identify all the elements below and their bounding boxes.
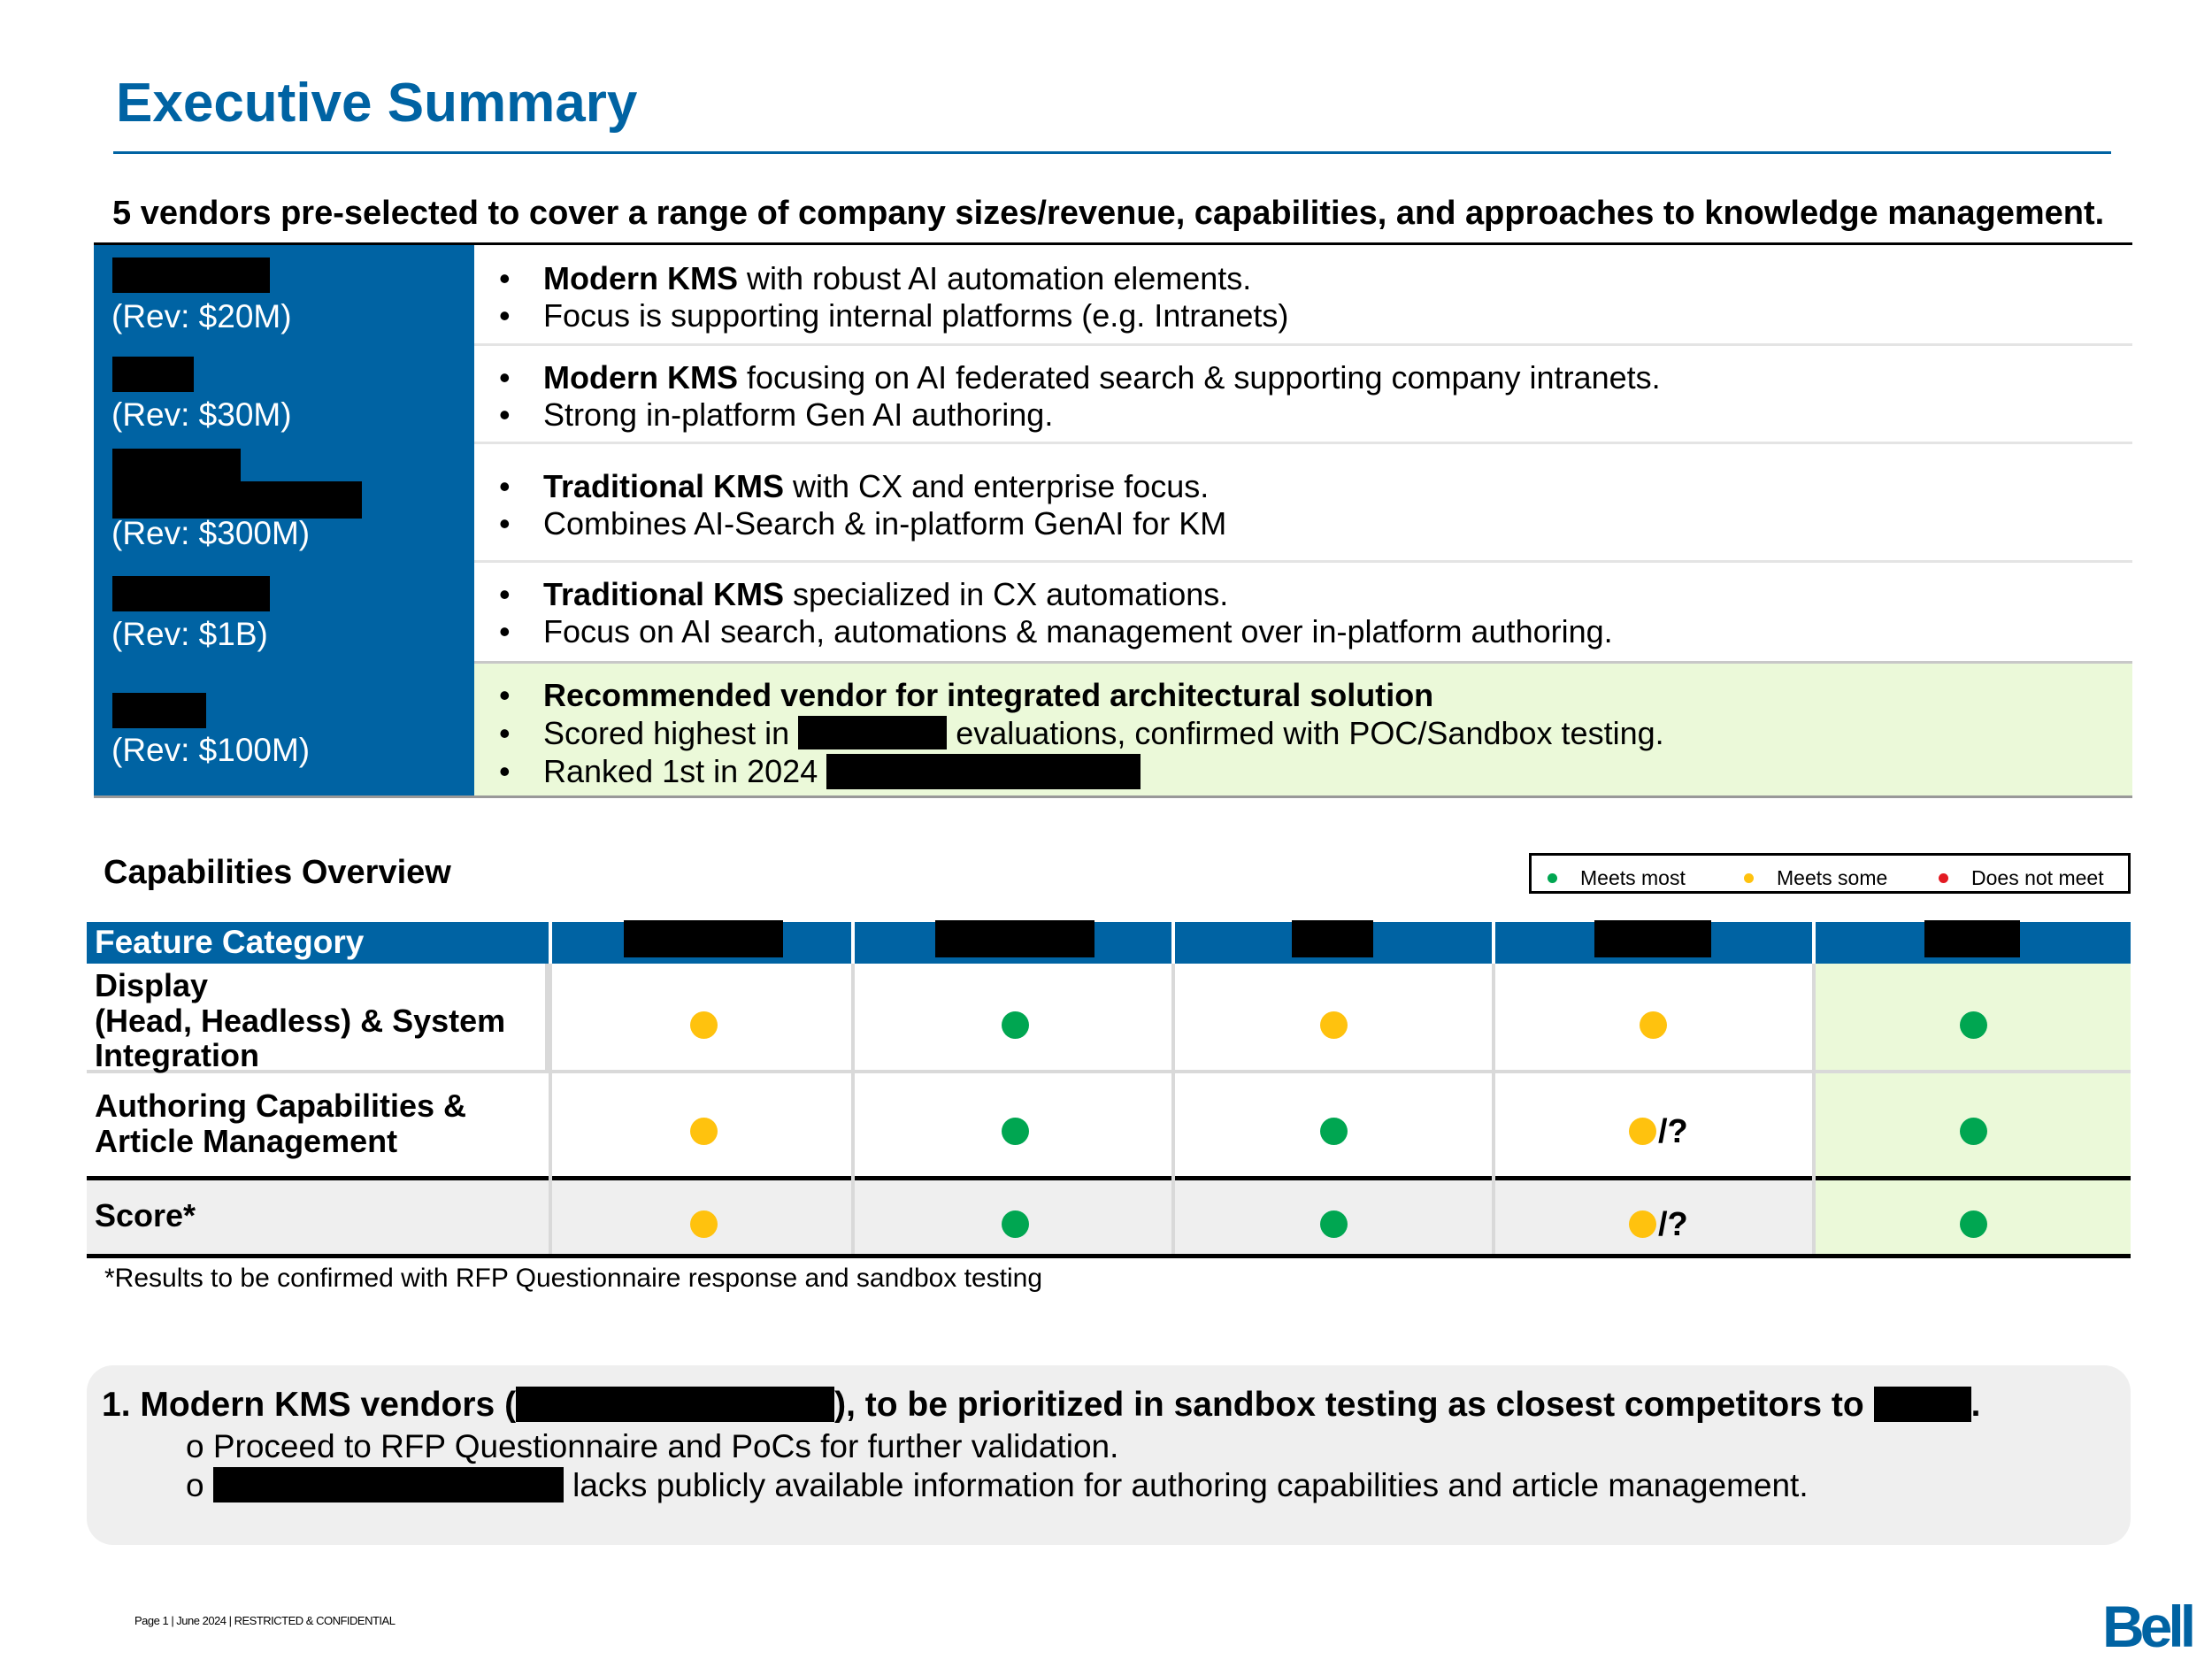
row-label-display: Display (Head, Headless) & System Integration bbox=[95, 967, 506, 1074]
callout-line-1: 1. Modern KMS vendors ( ), to be prioritized in sandbox testing as closest competitors to . bbox=[102, 1386, 1981, 1424]
title-divider bbox=[113, 151, 2111, 154]
bell-logo: Bell bbox=[2102, 1594, 2193, 1659]
vendor-bullet: • Focus on AI search, automations & management over in-platform authoring. bbox=[499, 613, 1613, 649]
green-dot-icon bbox=[1548, 873, 1557, 883]
rating-dot-most bbox=[1960, 1118, 1987, 1145]
column-divider bbox=[1171, 964, 1175, 1254]
callout-line-3: o lacks publicly available information for authoring capabilities and article management. bbox=[186, 1467, 1809, 1503]
rating-uncertain-marker: /? bbox=[1658, 1113, 1688, 1150]
rating-dot-some bbox=[690, 1118, 718, 1145]
page-subtitle: 5 vendors pre-selected to cover a range of company sizes/revenue, capabilities, and approaches to knowledge management. bbox=[112, 195, 2105, 232]
rating-dot-some bbox=[690, 1011, 718, 1039]
vendor-bullet: • Ranked 1st in 2024 bbox=[499, 752, 1141, 790]
vendor-revenue: (Rev: $30M) bbox=[111, 396, 292, 433]
column-divider bbox=[851, 964, 855, 1254]
row-label-score: Score* bbox=[95, 1197, 196, 1233]
rating-dot-most bbox=[1960, 1210, 1987, 1238]
redacted-vendor-name bbox=[935, 920, 1094, 957]
row-label-authoring: Authoring Capabilities & Article Management bbox=[95, 1087, 467, 1159]
vendor-description bbox=[474, 245, 2132, 346]
legend-item-does-not-meet: Does not meet bbox=[1939, 866, 2104, 890]
redacted-text bbox=[516, 1387, 834, 1422]
redacted-vendor-name bbox=[112, 576, 270, 611]
legend-item-meets-some: Meets some bbox=[1744, 866, 1887, 890]
redacted-vendor-name bbox=[112, 449, 241, 486]
rating-dot-most bbox=[1002, 1118, 1029, 1145]
vendor-row-recommended bbox=[94, 664, 2132, 798]
vendor-revenue: (Rev: $1B) bbox=[111, 616, 268, 652]
vendor-description bbox=[474, 343, 2132, 444]
vendor-name-cell bbox=[94, 245, 474, 346]
rating-dot-most bbox=[1320, 1210, 1348, 1238]
legend bbox=[1529, 853, 2131, 894]
page-footer: Page 1 | June 2024 | RESTRICTED & CONFIDENTIAL bbox=[134, 1614, 396, 1627]
row-divider bbox=[1816, 1070, 2131, 1073]
vendor-bullet: • Traditional KMS with CX and enterprise focus. bbox=[499, 468, 1210, 504]
redacted-text bbox=[826, 754, 1141, 789]
redacted-text bbox=[213, 1467, 564, 1502]
vendor-name-cell bbox=[94, 563, 474, 664]
rating-dot-most bbox=[1002, 1011, 1029, 1039]
redacted-vendor-name bbox=[1924, 920, 2020, 957]
footnote: *Results to be confirmed with RFP Questionnaire response and sandbox testing bbox=[104, 1264, 1043, 1293]
redacted-vendor-name bbox=[112, 257, 270, 293]
rating-uncertain-marker: /? bbox=[1658, 1206, 1688, 1243]
column-divider bbox=[549, 964, 552, 1254]
vendor-bullet: • Focus is supporting internal platforms (e.g. Intranets) bbox=[499, 297, 1289, 334]
vendor-revenue: (Rev: $20M) bbox=[111, 298, 292, 334]
vendor-name-cell bbox=[94, 343, 474, 444]
redacted-text bbox=[798, 716, 947, 749]
rating-dot-some bbox=[690, 1210, 718, 1238]
rating-dot-most bbox=[1320, 1118, 1348, 1145]
vendor-row bbox=[94, 242, 2132, 346]
redacted-vendor-name bbox=[112, 481, 362, 519]
vendor-description bbox=[474, 444, 2132, 563]
vendor-bullet: • Combines AI-Search & in-platform GenAI for KM bbox=[499, 505, 1227, 542]
vendor-name-cell bbox=[94, 664, 474, 798]
page-title: Executive Summary bbox=[116, 73, 638, 134]
redacted-text bbox=[1874, 1387, 1971, 1422]
vendor-bullet: • Modern KMS focusing on AI federated search & supporting company intranets. bbox=[499, 359, 1661, 396]
capabilities-title: Capabilities Overview bbox=[104, 854, 451, 891]
redacted-vendor-name bbox=[1292, 920, 1373, 957]
vendor-bullet: • Strong in-platform Gen AI authoring. bbox=[499, 396, 1054, 433]
column-divider bbox=[1492, 964, 1495, 1254]
vendor-row bbox=[94, 444, 2132, 563]
row-divider bbox=[87, 1254, 2131, 1258]
vendor-bullet: • Scored highest in evaluations, confirmed with POC/Sandbox testing. bbox=[499, 715, 1664, 751]
rating-dot-some bbox=[1629, 1210, 1656, 1238]
redacted-vendor-name bbox=[112, 357, 194, 392]
vendor-bullet: • Recommended vendor for integrated architectural solution bbox=[499, 677, 1434, 713]
rating-dot-most bbox=[1960, 1011, 1987, 1039]
vendor-revenue: (Rev: $100M) bbox=[111, 732, 311, 768]
vendor-revenue: (Rev: $300M) bbox=[111, 515, 311, 551]
legend-item-meets-most: Meets most bbox=[1548, 866, 1686, 890]
redacted-vendor-name bbox=[1594, 920, 1711, 957]
vendor-description bbox=[474, 563, 2132, 664]
vendor-bullet: • Traditional KMS specialized in CX automations. bbox=[499, 576, 1229, 612]
vendor-bullet: • Modern KMS with robust AI automation elements. bbox=[499, 260, 1252, 296]
rating-dot-most bbox=[1002, 1210, 1029, 1238]
vendor-row bbox=[94, 563, 2132, 664]
vendor-description bbox=[474, 664, 2132, 798]
column-divider bbox=[1812, 964, 1816, 1254]
vendor-name-cell bbox=[94, 444, 474, 563]
vendor-row bbox=[94, 343, 2132, 444]
rating-dot-some bbox=[1320, 1011, 1348, 1039]
rating-dot-some bbox=[1629, 1118, 1656, 1145]
rating-dot-some bbox=[1640, 1011, 1667, 1039]
redacted-vendor-name bbox=[624, 920, 783, 957]
feature-category-header: Feature Category bbox=[95, 924, 365, 960]
redacted-vendor-name bbox=[112, 693, 206, 728]
yellow-dot-icon bbox=[1744, 873, 1754, 883]
callout-line-2: o Proceed to RFP Questionnaire and PoCs for further validation. bbox=[186, 1428, 1119, 1464]
red-dot-icon bbox=[1939, 873, 1948, 883]
